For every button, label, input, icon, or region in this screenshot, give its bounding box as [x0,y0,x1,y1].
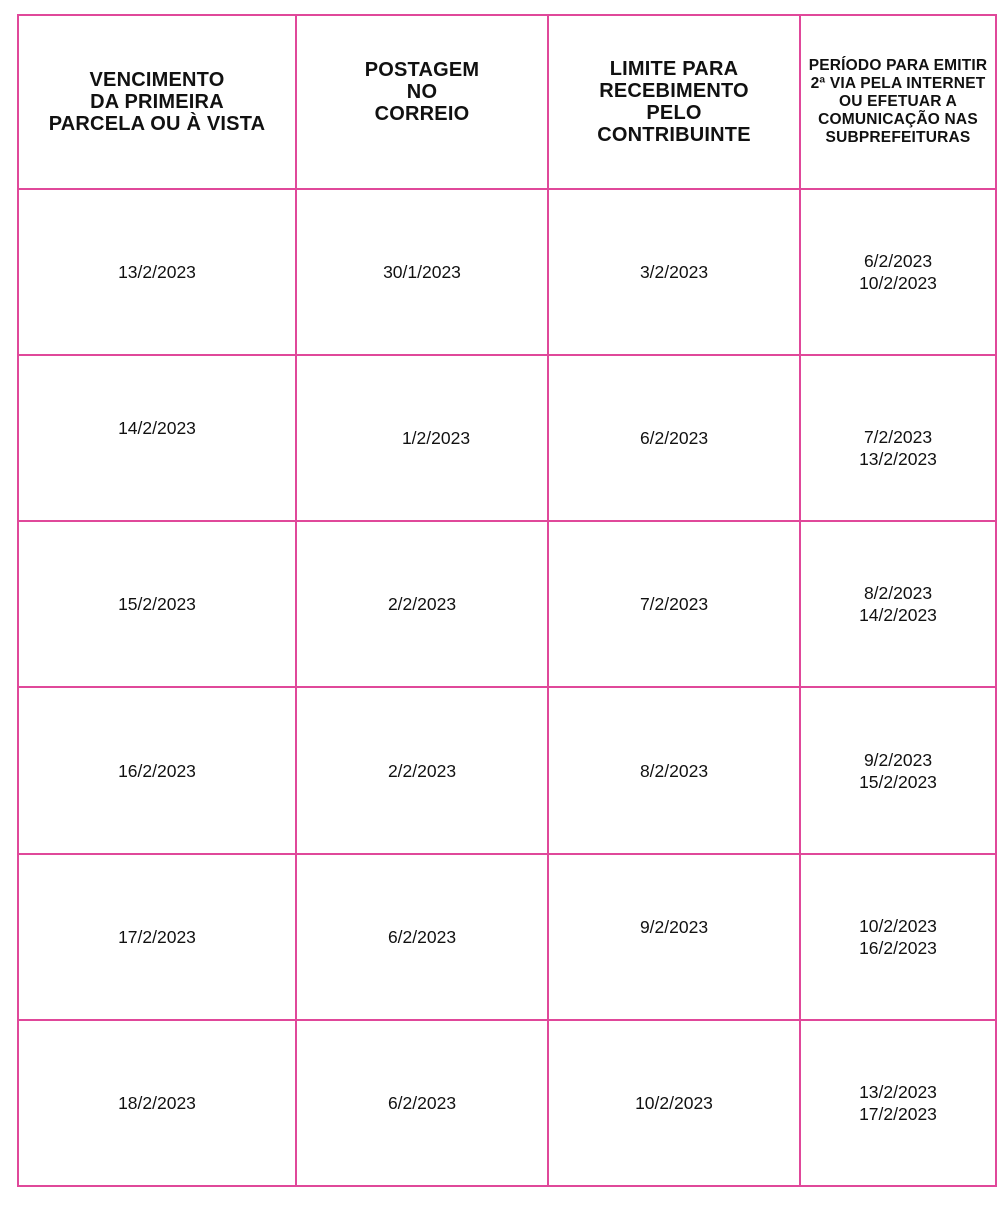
cell-periodo [800,687,996,853]
cell-postagem: 2/2/2023 [296,687,548,853]
cell-periodo [800,355,996,521]
periodo-inicio: 6/2/2023 [863,251,933,272]
table-row [18,1020,996,1186]
header-postagem [296,15,548,189]
periodo-fim: 13/2/2023 [859,449,937,470]
header-postagem-line: CORREIO [374,103,470,125]
cell-postagem: 6/2/2023 [296,1020,548,1186]
header-vencimento [18,15,296,189]
header-limite-line: PELO [646,102,702,124]
cell-vencimento: 13/2/2023 [18,189,296,355]
header-periodo-line: COMUNICAÇÃO NAS [818,111,978,128]
cell-vencimento-value: 14/2/2023 [118,418,196,439]
table-row [18,355,996,521]
cell-postagem [296,355,548,521]
cell-postagem-value: 1/2/2023 [401,428,471,449]
cell-vencimento: 17/2/2023 [18,854,296,1020]
periodo-inicio: 8/2/2023 [863,583,933,604]
table-row [18,687,996,853]
periodo-fim: 10/2/2023 [859,273,937,294]
cell-periodo [800,189,996,355]
table-row [18,189,996,355]
cell-limite: 7/2/2023 [548,521,800,687]
cell-periodo [800,854,996,1020]
header-limite-line: RECEBIMENTO [599,80,749,102]
periodo-fim: 14/2/2023 [859,605,937,626]
header-periodo-line: 2ª VIA PELA INTERNET [810,75,986,92]
schedule-table [17,14,997,1187]
table-row [18,521,996,687]
cell-limite: 8/2/2023 [548,687,800,853]
periodo-fim: 16/2/2023 [859,937,937,958]
header-postagem-line: NO [406,81,438,103]
cell-vencimento: 16/2/2023 [18,687,296,853]
header-periodo-line: PERÍODO PARA EMITIR [808,57,988,74]
table-header [18,15,996,189]
header-periodo-line: SUBPREFEITURAS [825,129,971,146]
cell-limite: 6/2/2023 [548,355,800,521]
header-periodo [800,15,996,189]
header-vencimento-line: PARCELA OU À VISTA [48,113,266,135]
cell-limite: 10/2/2023 [548,1020,800,1186]
table-body [18,189,996,1186]
cell-postagem: 2/2/2023 [296,521,548,687]
header-vencimento-line: VENCIMENTO [89,69,225,91]
periodo-inicio: 10/2/2023 [859,915,937,936]
cell-postagem: 30/1/2023 [296,189,548,355]
cell-vencimento: 18/2/2023 [18,1020,296,1186]
header-vencimento-line: DA PRIMEIRA [90,91,224,113]
cell-vencimento [18,355,296,521]
periodo-inicio: 9/2/2023 [863,749,933,770]
cell-limite-value: 9/2/2023 [639,916,709,937]
cell-limite [548,854,800,1020]
table-row [18,854,996,1020]
header-limite-line: CONTRIBUINTE [597,124,751,146]
cell-periodo [800,1020,996,1186]
cell-periodo [800,521,996,687]
periodo-fim: 15/2/2023 [859,771,937,792]
header-postagem-line: POSTAGEM [364,59,480,81]
periodo-fim: 17/2/2023 [859,1103,937,1124]
header-periodo-line: OU EFETUAR A [838,93,958,110]
cell-postagem: 6/2/2023 [296,854,548,1020]
periodo-inicio: 7/2/2023 [863,427,933,448]
header-row [18,15,996,189]
cell-limite: 3/2/2023 [548,189,800,355]
cell-vencimento: 15/2/2023 [18,521,296,687]
header-limite [548,15,800,189]
periodo-inicio: 13/2/2023 [859,1081,937,1102]
header-limite-line: LIMITE PARA [609,58,739,80]
